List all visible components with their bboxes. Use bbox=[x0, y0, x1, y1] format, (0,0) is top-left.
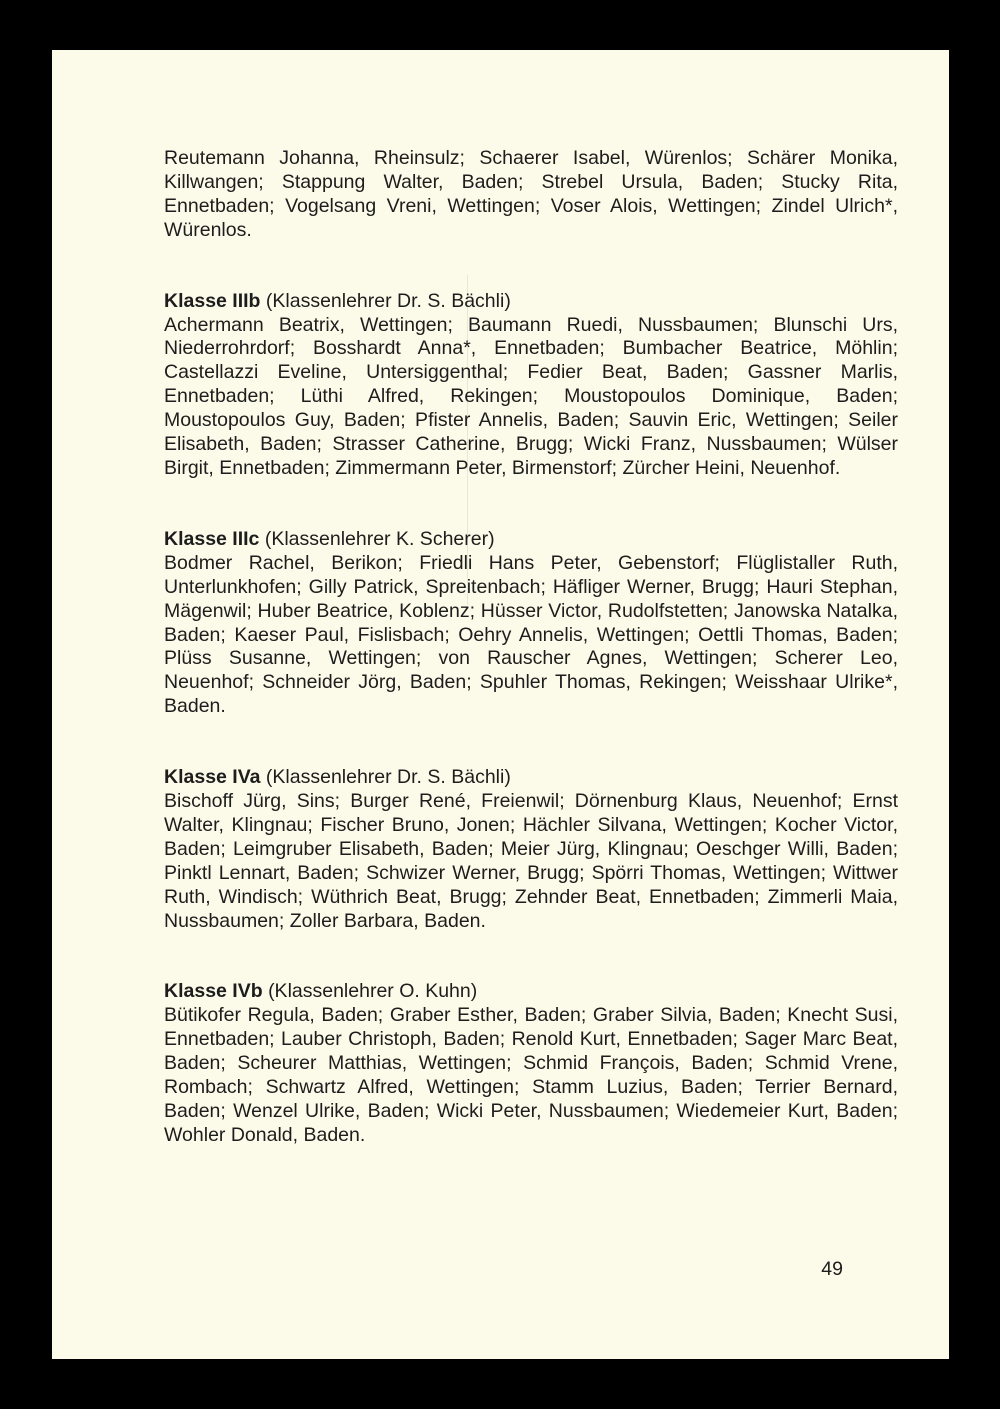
class-section-iiic bbox=[164, 528, 898, 719]
page-number: 49 bbox=[821, 1258, 843, 1280]
class-teacher: (Klassenlehrer K. Scherer) bbox=[264, 527, 495, 550]
class-teacher: (Klassenlehrer O. Kuhn) bbox=[268, 980, 478, 1003]
student-list: Bütikofer Regula, Baden; Graber Esther, Baden; Graber Silvia, Baden; Knecht Susi, Ennetbaden; Lauber Christoph, Baden; Renold Kurt, Ennetbaden; Sager Marc Beat, Baden; Scheurer Matthias, Wettingen; Schmid François, Baden; Schmid Vrene, Rombach; Schwartz Alfred, Wettingen; Stamm Luzius, Baden; Terrier Bernard, Baden; Wenzel Ulrike, Baden; Wicki Peter, Nussbaumen; Wiedemeier Kurt, Baden; Wohler Donald, Baden. bbox=[164, 1004, 898, 1146]
section-heading bbox=[164, 766, 898, 790]
continued-student-list bbox=[164, 147, 898, 243]
text-column bbox=[164, 147, 898, 1195]
section-heading bbox=[164, 290, 898, 314]
student-list: Achermann Beatrix, Wettingen; Baumann Ruedi, Nussbaumen; Blunschi Urs, Niederrohrdorf; Bosshardt Anna*, Ennetbaden; Bumbacher Beatrice, Möhlin; Castellazzi Eveline, Untersiggenthal; Fedier Beat, Baden; Gassner Marlis, Ennetbaden; Lüthi Alfred, Rekingen; Moustopoulos Dominique, Baden; Moustopoulos Guy, Baden; Pfister Annelis, Baden; Sauvin Eric, Wettingen; Seiler Elisabeth, Baden; Strasser Catherine, Brugg; Wicki Franz, Nussbaumen; Wülser Birgit, Ennetbaden; Zimmermann Peter, Birmenstorf; Zürcher Heini, Neuenhof. bbox=[164, 313, 898, 479]
continued-student-list-text: Reutemann Johanna, Rheinsulz; Schaerer Isabel, Würenlos; Schärer Monika, Killwangen; Stappung Walter, Baden; Strebel Ursula, Baden; Stucky Rita, Ennetbaden; Vogelsang Vreni, Wettingen; Voser Alois, Wettingen; Zindel Ulrich*, Würenlos. bbox=[164, 147, 898, 241]
class-section-ivb bbox=[164, 980, 898, 1147]
class-section-iva bbox=[164, 766, 898, 933]
document-page bbox=[52, 50, 949, 1359]
section-heading bbox=[164, 980, 898, 1004]
section-heading bbox=[164, 528, 898, 552]
class-name: Klasse IVa bbox=[164, 766, 261, 789]
student-list: Bischoff Jürg, Sins; Burger René, Freienwil; Dörnenburg Klaus, Neuenhof; Ernst Walter, Klingnau; Fischer Bruno, Jonen; Hächler Silvana, Wettingen; Kocher Victor, Baden; Leimgruber Elisabeth, Baden; Meier Jürg, Klingnau; Oeschger Willi, Baden; Pinktl Lennart, Baden; Schwizer Werner, Brugg; Spörri Thomas, Wettingen; Wittwer Ruth, Windisch; Wüthrich Beat, Brugg; Zehnder Beat, Ennetbaden; Zimmerli Maia, Nussbaumen; Zoller Barbara, Baden. bbox=[164, 790, 898, 932]
class-name: Klasse IIIc bbox=[164, 527, 260, 550]
class-teacher: (Klassenlehrer Dr. S. Bächli) bbox=[265, 289, 511, 312]
class-teacher: (Klassenlehrer Dr. S. Bächli) bbox=[265, 766, 511, 789]
class-name: Klasse IIIb bbox=[164, 289, 261, 312]
class-section-iiib bbox=[164, 290, 898, 481]
student-list: Bodmer Rachel, Berikon; Friedli Hans Peter, Gebenstorf; Flüglistaller Ruth, Unterlunkhofen; Gilly Patrick, Spreitenbach; Häfliger Werner, Brugg; Hauri Stephan, Mägenwil; Huber Beatrice, Koblenz; Hüsser Victor, Rudolfstetten; Janowska Natalka, Baden; Kaeser Paul, Fislisbach; Oehry Annelis, Wettingen; Oettli Thomas, Baden; Plüss Susanne, Wettingen; von Rauscher Agnes, Wettingen; Scherer Leo, Neuenhof; Schneider Jörg, Baden; Spuhler Thomas, Rekingen; Weisshaar Ulrike*, Baden. bbox=[164, 551, 898, 718]
class-name: Klasse IVb bbox=[164, 980, 263, 1003]
